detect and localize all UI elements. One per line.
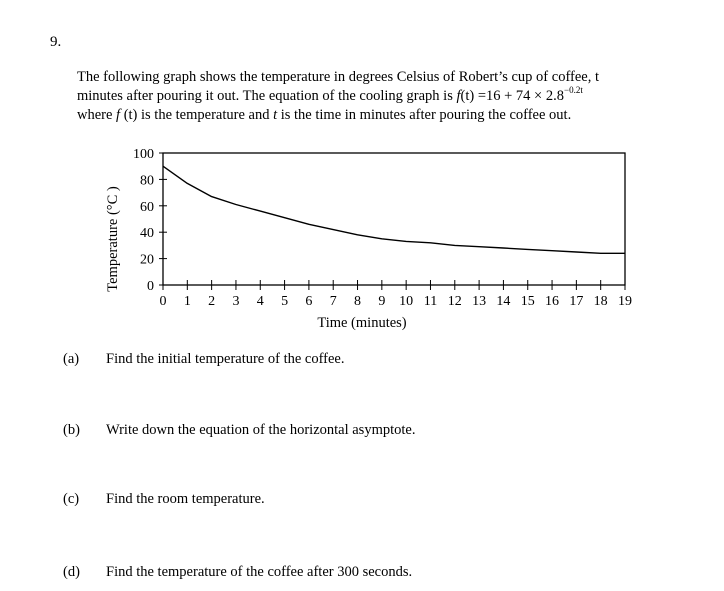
x-tick-label: 9	[378, 294, 386, 309]
x-tick-label: 5	[281, 294, 289, 309]
x-tick-label: 11	[423, 294, 438, 309]
intro-line-3-text-b: is the temperature and	[137, 107, 274, 123]
y-tick-label: 60	[140, 199, 154, 215]
x-tick-label: 15	[520, 294, 535, 309]
function-arg: (t)	[460, 88, 475, 104]
function-arg-2: (t)	[120, 107, 138, 123]
part-b-label: (b)	[63, 422, 80, 438]
x-tick-label: 17	[569, 294, 584, 309]
x-tick-label: 10	[399, 294, 414, 309]
part-c-text: Find the room temperature.	[106, 491, 265, 507]
y-axis-label: Temperature (°C )	[105, 186, 121, 292]
part-d-label: (d)	[63, 564, 80, 580]
x-tick-label: 8	[354, 294, 362, 309]
x-tick-label: 3	[232, 294, 240, 309]
x-tick-label: 12	[447, 294, 462, 309]
part-b-text: Write down the equation of the horizontal asymptote.	[106, 422, 416, 438]
part-a	[63, 351, 345, 368]
x-tick-label: 1	[183, 294, 191, 309]
intro-line-3-text-a: where	[77, 107, 117, 123]
part-c	[63, 491, 265, 508]
question-intro	[77, 68, 677, 125]
equation-rhs: =16 + 74 × 2.8	[474, 88, 564, 104]
part-b	[63, 422, 415, 439]
part-d-text: Find the temperature of the coffee after 300 seconds.	[106, 564, 413, 580]
x-tick-label: 13	[472, 294, 487, 309]
question-number: 9.	[50, 34, 62, 50]
y-tick-label: 40	[140, 226, 154, 242]
intro-line-2-text: minutes after pouring it out. The equation of the cooling graph is	[77, 88, 457, 104]
x-axis-label: Time (minutes)	[317, 315, 407, 331]
intro-line-1: The following graph shows the temperature in degrees Celsius of Robert’s cup of coffee, t	[77, 69, 599, 85]
part-d	[63, 564, 412, 581]
intro-line-2	[77, 87, 677, 106]
intro-line-3-text-c: is the time in minutes after pouring the coffee out.	[277, 107, 572, 123]
part-a-text: Find the initial temperature of the coffee.	[106, 351, 345, 367]
intro-line-3	[77, 106, 677, 125]
y-tick-label: 100	[133, 147, 154, 162]
x-tick-label: 0	[159, 294, 167, 309]
x-tick-label: 16	[545, 294, 560, 309]
part-c-label: (c)	[63, 491, 80, 507]
y-tick-label: 0	[147, 279, 154, 294]
function-f: f	[456, 88, 461, 104]
variable-t: t	[273, 107, 278, 123]
part-a-label: (a)	[63, 351, 80, 367]
x-tick-label: 7	[329, 294, 337, 309]
y-tick-label: 80	[140, 173, 154, 189]
plot-frame	[163, 153, 625, 285]
x-tick-label: 18	[593, 294, 608, 309]
equation-exponent: −0.2t	[564, 85, 583, 95]
function-f-2: f	[116, 107, 121, 123]
x-tick-label: 6	[305, 294, 313, 309]
x-tick-label: 14	[496, 294, 511, 309]
y-tick-label: 20	[140, 252, 154, 268]
cooling-curve	[163, 166, 625, 253]
x-tick-label: 19	[618, 294, 632, 309]
x-tick-label: 2	[208, 294, 216, 309]
x-tick-label: 4	[256, 294, 264, 309]
